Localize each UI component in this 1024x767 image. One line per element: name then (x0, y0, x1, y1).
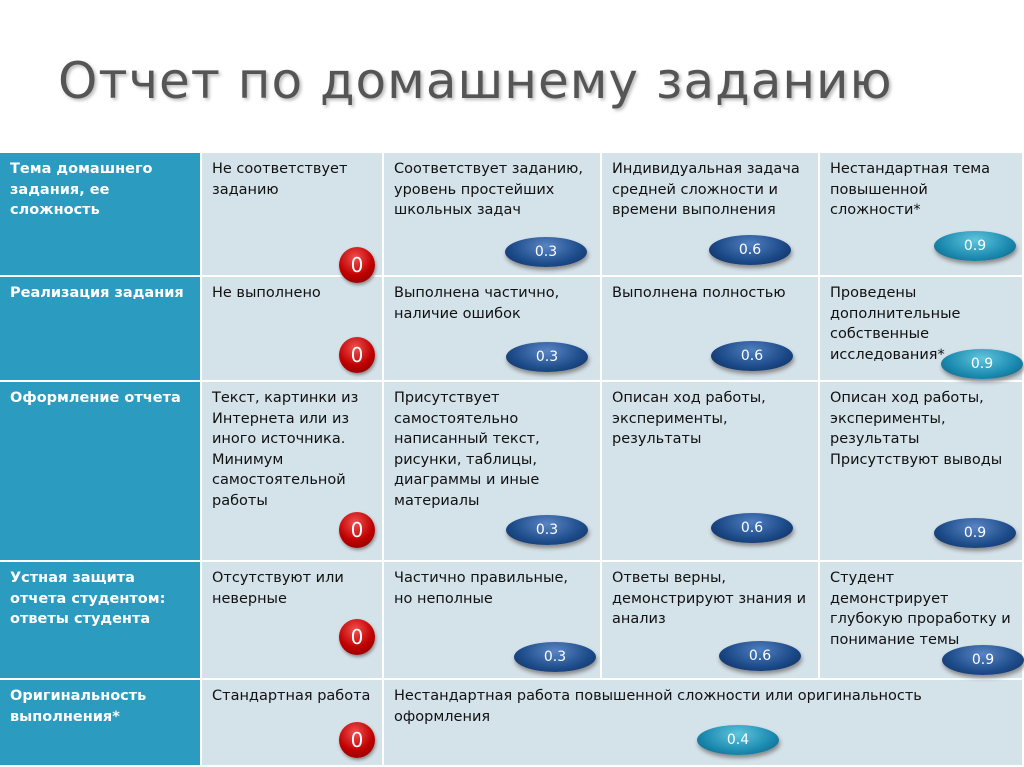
score-badge: 0.3 (506, 515, 588, 545)
criterion-cell: Оригинальность выполнения* (0, 680, 202, 767)
score-badge: 0 (339, 512, 375, 548)
score-badge: 0 (339, 337, 375, 373)
table-cell: Текст, картинки из Интернета или из иного источника. Минимум самостоятельной работы (202, 382, 384, 562)
table-cell: Соответствует заданию, уровень простейших школьных задач (384, 153, 602, 277)
score-badge: 0 (339, 722, 375, 758)
criterion-cell: Оформление отчета (0, 382, 202, 562)
table-cell: Студент демонстрирует глубокую проработку и понимание темы (820, 562, 1024, 680)
score-badge: 0.3 (514, 642, 596, 672)
table-cell: Описан ход работы, эксперименты, результаты Присутствуют выводы (820, 382, 1024, 562)
criterion-cell: Реализация задания (0, 277, 202, 382)
score-badge: 0.4 (697, 725, 779, 755)
criterion-cell: Устная защита отчета студентом: ответы студента (0, 562, 202, 680)
score-badge: 0.9 (941, 349, 1023, 379)
table-cell: Индивидуальная задача средней сложности и времени выполнения (602, 153, 820, 277)
table-cell: Ответы верны, демонстрируют знания и анализ (602, 562, 820, 680)
table-cell: Нестандартная тема повышенной сложности* (820, 153, 1024, 277)
score-badge: 0.9 (934, 518, 1016, 548)
table-cell: Проведены дополнительные собственные исследования* (820, 277, 1024, 382)
table-cell: Частично правильные, но неполные (384, 562, 602, 680)
table-cell: Присутствует самостоятельно написанный текст, рисунки, таблицы, диаграммы и иные материалы (384, 382, 602, 562)
score-badge: 0 (339, 619, 375, 655)
table-cell: Стандартная работа (202, 680, 384, 767)
table-cell: Отсутствуют или неверные (202, 562, 384, 680)
table-cell: Не выполнено (202, 277, 384, 382)
table-cell: Выполнена полностью (602, 277, 820, 382)
criterion-cell: Тема домашнего задания, ее сложность (0, 153, 202, 277)
score-badge: 0 (339, 247, 375, 283)
score-badge: 0.6 (711, 513, 793, 543)
score-badge: 0.6 (709, 235, 791, 265)
score-badge: 0.6 (711, 341, 793, 371)
score-badge: 0.3 (505, 237, 587, 267)
table-cell: Нестандартная работа повышенной сложности или оригинальность оформления (384, 680, 1024, 767)
score-badge: 0.6 (719, 641, 801, 671)
table-cell: Не соответствует заданию (202, 153, 384, 277)
score-badge: 0.9 (942, 645, 1024, 675)
table-cell: Описан ход работы, эксперименты, результаты (602, 382, 820, 562)
slide-title: Отчет по домашнему заданию (58, 52, 893, 110)
score-badge: 0.9 (934, 231, 1016, 261)
score-badge: 0.3 (506, 342, 588, 372)
table-cell: Выполнена частично, наличие ошибок (384, 277, 602, 382)
